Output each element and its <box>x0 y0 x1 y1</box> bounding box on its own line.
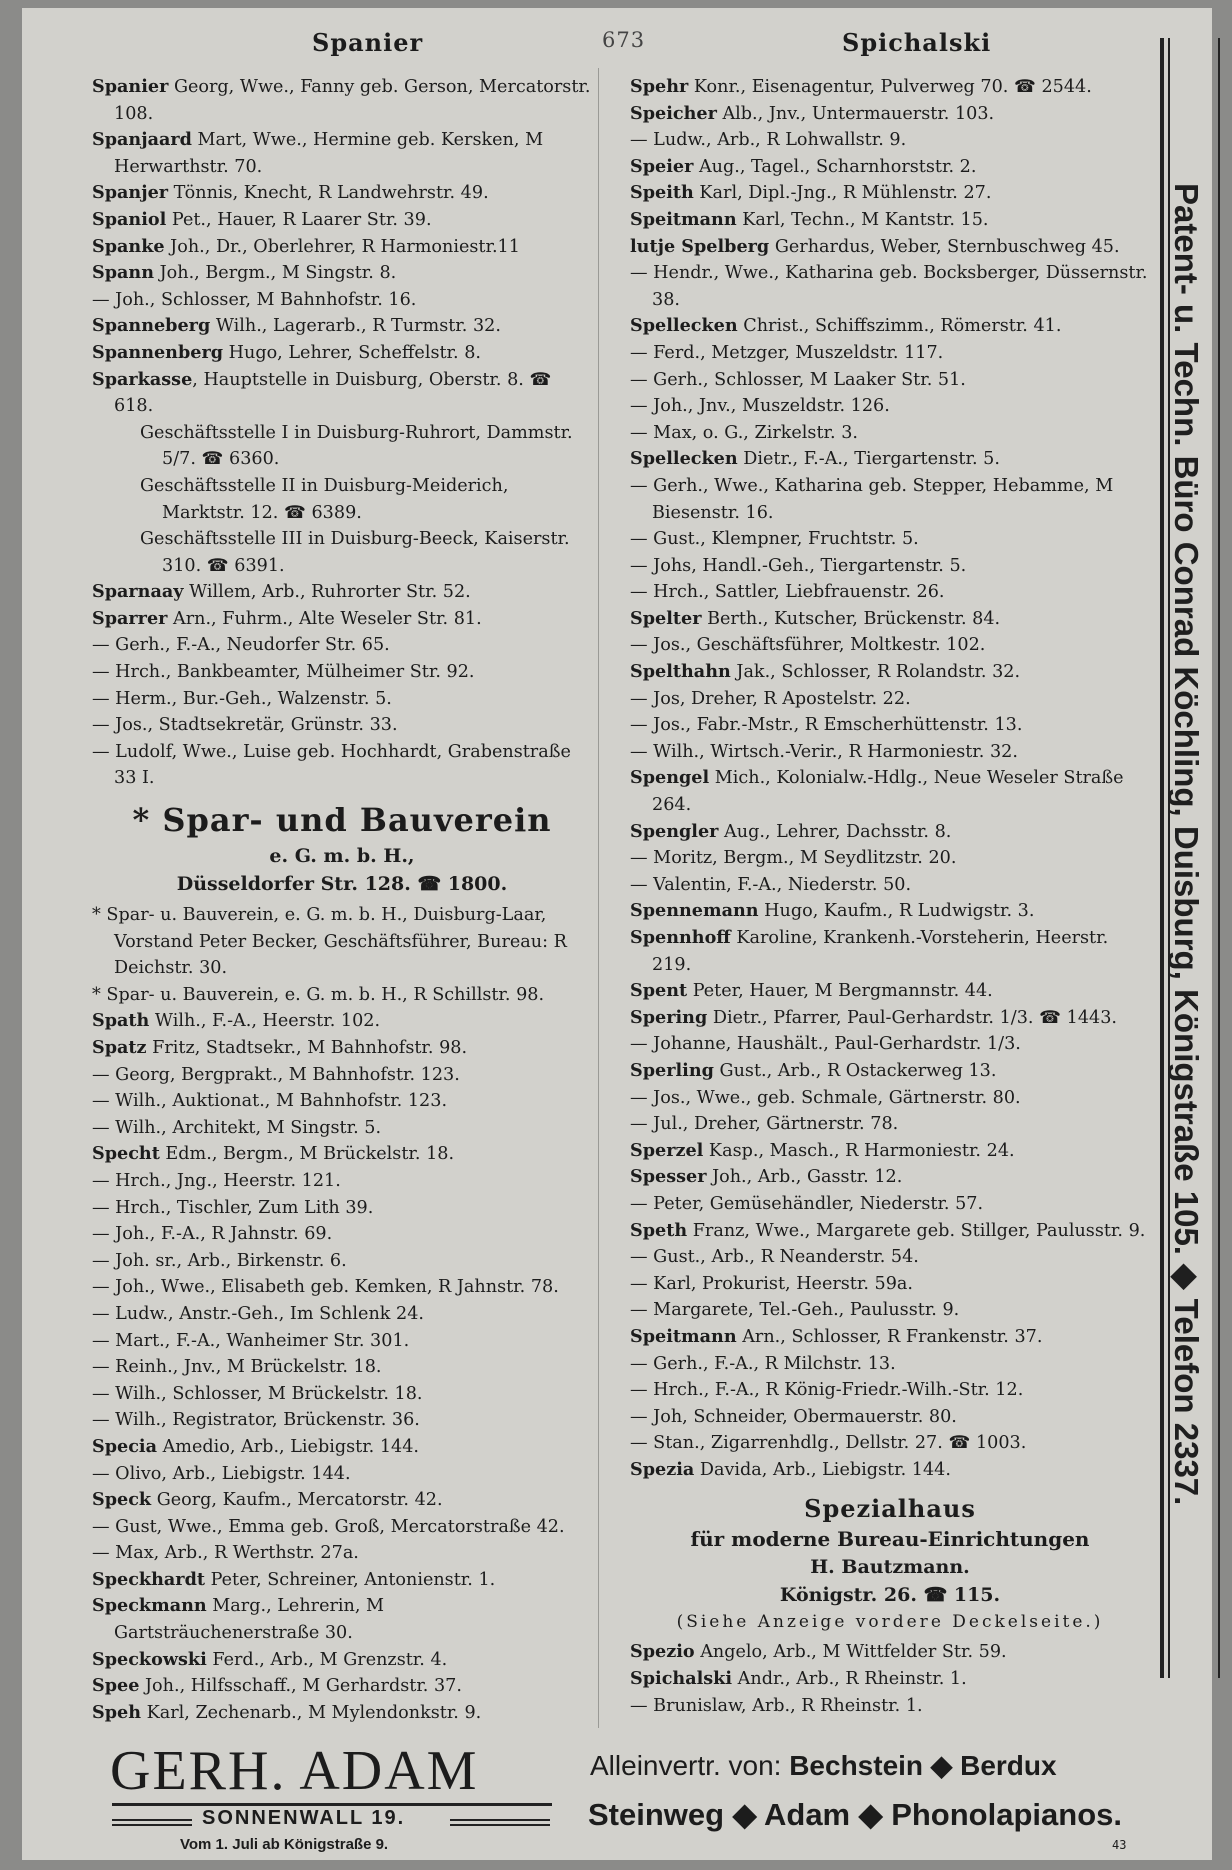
directory-entry <box>630 234 1150 261</box>
entry-details: — Joh., Wwe., Elisabeth geb. Kemken, R Jahnstr. 78. <box>92 1277 559 1298</box>
directory-entry <box>630 606 1150 633</box>
entry-details: — Joh., F.-A., R Jahnstr. 69. <box>92 1224 333 1245</box>
directory-entry <box>92 982 592 1009</box>
directory-entry <box>92 127 592 180</box>
directory-entry <box>630 898 1150 925</box>
directory-entry <box>630 553 1150 580</box>
directory-entry <box>630 632 1150 659</box>
entry-surname: Speitmann <box>630 1325 737 1347</box>
entry-surname: Speck <box>92 1489 152 1511</box>
entry-surname: Spanjer <box>92 182 169 204</box>
directory-entry <box>630 1693 1150 1720</box>
directory-entry <box>92 207 592 234</box>
entry-details: — Gerh., F.-A., R Milchstr. 13. <box>630 1353 896 1374</box>
entry-details: Karl, Dipl.-Jng., R Mühlenstr. 27. <box>693 183 992 204</box>
entry-details: * Spar- u. Bauverein, e. G. m. b. H., R Schillstr. 98. <box>92 984 545 1005</box>
left-entries-2 <box>92 902 592 1726</box>
directory-entry <box>630 845 1150 872</box>
entry-surname: Spatz <box>92 1037 147 1058</box>
directory-entry <box>92 1381 592 1408</box>
footer-number: 43 <box>1112 1838 1127 1852</box>
entry-surname: Spee <box>92 1675 140 1697</box>
directory-entry <box>630 74 1150 101</box>
directory-entry <box>630 1085 1150 1112</box>
entry-details: — Hrch., Sattler, Liebfrauenstr. 26. <box>630 582 945 603</box>
directory-entry <box>92 1567 592 1594</box>
adam-agency-prefix: Alleinvertr. von: <box>590 1750 790 1781</box>
entry-details: — Joh, Schneider, Obermauerstr. 80. <box>630 1406 957 1427</box>
directory-entry <box>92 1593 592 1646</box>
entry-details: — Jos., Geschäftsführer, Moltkestr. 102. <box>630 635 986 656</box>
directory-entry <box>92 659 592 686</box>
entry-details: — Max, o. G., Zirkelstr. 3. <box>630 422 858 443</box>
directory-entry <box>630 1404 1150 1431</box>
entry-details: * Spar- u. Bauverein, e. G. m. b. H., Duisburg-Laar, Vorstand Peter Becker, Geschäftsführer, Bureau: R Deichstr. 30. <box>92 905 567 979</box>
entry-surname: Speicher <box>630 102 717 124</box>
spezial-line4: Königstr. 26. ☎ 115. <box>779 1584 1001 1607</box>
entry-surname: Sparkasse <box>92 368 193 390</box>
directory-entry <box>630 712 1150 739</box>
entry-details: — Gerh., Wwe., Katharina geb. Stepper, Hebamme, M Biesenstr. 16. <box>630 475 1114 523</box>
adam-address: SONNENWALL 19. <box>202 1807 406 1829</box>
entry-details: Georg, Wwe., Fanny geb. Gerson, Mercatorstr. 108. <box>114 77 591 124</box>
spezial-line3: H. Bautzmann. <box>810 1556 970 1579</box>
directory-entry <box>92 579 592 606</box>
directory-entry <box>92 1407 592 1434</box>
entry-details: Mich., Kolonialw.-Hdlg., Neue Weseler Straße 264. <box>652 768 1124 816</box>
sidebar-ad <box>1154 38 1224 1678</box>
spar-line1: e. G. m. b. H., <box>269 845 415 868</box>
spezial-line2: für moderne Bureau-Einrichtungen <box>690 1527 1090 1552</box>
entry-details: — Gust, Wwe., Emma geb. Groß, Mercatorstraße 42. <box>92 1516 565 1537</box>
directory-entry <box>630 739 1150 766</box>
spar-line2: Düsseldorfer Str. 128. ☎ 1800. <box>176 873 508 896</box>
entry-surname: Spanneberg <box>92 315 211 337</box>
entry-details: Ferd., Arb., M Grenzstr. 4. <box>206 1649 448 1670</box>
directory-entry <box>630 1297 1150 1324</box>
header-right: Spichalski <box>842 28 992 57</box>
entry-surname: Spaniol <box>92 208 167 230</box>
directory-entry <box>92 632 592 659</box>
directory-entry <box>630 207 1150 234</box>
entry-details: — Jos, Dreher, R Apostelstr. 22. <box>630 688 911 709</box>
entry-surname: Spezio <box>630 1641 695 1663</box>
directory-entry <box>92 902 592 982</box>
directory-entry <box>630 446 1150 473</box>
entry-details: — Joh., Jnv., Muszeldstr. 126. <box>630 396 890 417</box>
directory-entry <box>630 1005 1150 1032</box>
entry-details: Joh., Hilfsschaff., M Gerhardstr. 37. <box>139 1676 462 1697</box>
entry-details: Andr., Arb., R Rheinstr. 1. <box>732 1669 967 1690</box>
entry-surname: Spannenberg <box>92 341 224 363</box>
entry-details: Arn., Schlosser, R Frankenstr. 37. <box>736 1326 1043 1347</box>
directory-entry <box>92 313 592 340</box>
entry-details: — Wilh., Auktionat., M Bahnhofstr. 123. <box>92 1091 448 1112</box>
directory-entry <box>92 260 592 287</box>
entry-surname: Sparnaay <box>92 581 184 603</box>
directory-entry <box>630 393 1150 420</box>
directory-entry <box>92 1008 592 1035</box>
directory-entry <box>630 526 1150 553</box>
entry-details: Tönnis, Knecht, R Landwehrstr. 49. <box>168 183 489 204</box>
directory-entry <box>92 1700 592 1727</box>
entry-details: Edm., Bergm., M Brückelstr. 18. <box>159 1144 455 1165</box>
entry-surname: Spanke <box>92 235 165 257</box>
directory-entry <box>92 74 592 127</box>
entry-details: — Hrch., Bankbeamter, Mülheimer Str. 92. <box>92 662 475 683</box>
directory-entry <box>630 367 1150 394</box>
sidebar-rule <box>1218 38 1220 1678</box>
directory-entry <box>630 1324 1150 1351</box>
entry-surname: Spichalski <box>630 1668 733 1690</box>
spezial-line5: (Siehe Anzeige vordere Deckelseite.) <box>676 1612 1104 1633</box>
entry-details: Peter, Hauer, M Bergmannstr. 44. <box>687 981 993 1002</box>
directory-entry <box>630 127 1150 154</box>
directory-entry <box>92 526 592 579</box>
entry-surname: Sparrer <box>92 607 168 629</box>
entry-details: Peter, Schreiner, Antonienstr. 1. <box>205 1569 496 1590</box>
directory-entry <box>630 260 1150 313</box>
entry-details: — Hrch., Tischler, Zum Lith 39. <box>92 1197 374 1218</box>
directory-entry <box>630 659 1150 686</box>
directory-entry <box>630 925 1150 978</box>
entry-details: — Georg, Bergprakt., M Bahnhofstr. 123. <box>92 1064 460 1085</box>
entry-details: — Moritz, Bergm., M Seydlitzstr. 20. <box>630 848 957 869</box>
entry-details: Karl, Zechenarb., M Mylendonkstr. 9. <box>141 1702 482 1723</box>
entry-details: Dietr., Pfarrer, Paul-Gerhardstr. 1/3. ☎ 1443. <box>707 1007 1117 1028</box>
directory-entry <box>630 180 1150 207</box>
entry-details: — Brunislaw, Arb., R Rheinstr. 1. <box>630 1695 923 1716</box>
entry-details: Geschäftsstelle II in Duisburg-Meiderich, Marktstr. 12. ☎ 6389. <box>140 475 509 523</box>
directory-entry <box>92 1062 592 1089</box>
column-divider <box>598 68 599 1728</box>
entry-surname: Spellecken <box>630 448 738 470</box>
entry-details: — Johanne, Haushält., Paul-Gerhardstr. 1/3. <box>630 1034 1021 1055</box>
entry-details: Alb., Jnv., Untermauerstr. 103. <box>716 103 995 124</box>
entry-details: Georg, Kaufm., Mercatorstr. 42. <box>151 1490 443 1511</box>
directory-entry <box>630 1244 1150 1271</box>
entry-details: — Wilh., Architekt, M Singstr. 5. <box>92 1117 382 1138</box>
entry-details: Konr., Eisenagentur, Pulverweg 70. ☎ 2544. <box>688 77 1092 97</box>
entry-surname: Spengler <box>630 820 719 842</box>
entry-details: Angelo, Arb., M Wittfelder Str. 59. <box>694 1642 1007 1663</box>
left-entries-1 <box>92 74 592 792</box>
entry-details: Jak., Schlosser, R Rolandstr. 32. <box>730 662 1021 683</box>
adam-rule <box>112 1803 552 1806</box>
entry-details: — Gerh., F.-A., Neudorfer Str. 65. <box>92 635 390 656</box>
entry-details: — Ludolf, Wwe., Luise geb. Hochhardt, Grabenstraße 33 I. <box>92 741 571 789</box>
entry-surname: Speckowski <box>92 1648 207 1670</box>
directory-entry <box>92 1088 592 1115</box>
directory-entry <box>92 1514 592 1541</box>
entry-details: Marg., Lehrerin, M Gartsträuchenerstraße 30. <box>114 1596 385 1644</box>
entry-details: — Joh., Schlosser, M Bahnhofstr. 16. <box>92 289 417 310</box>
entry-details: — Gust., Klempner, Fruchtstr. 5. <box>630 529 919 550</box>
directory-entry <box>92 686 592 713</box>
entry-details: Karoline, Krankenh.-Vorsteherin, Heerstr. 219. <box>652 928 1109 975</box>
directory-entry <box>92 1141 592 1168</box>
right-entries-2 <box>630 1639 1150 1719</box>
directory-entry <box>630 1031 1150 1058</box>
page-number: 673 <box>602 28 646 52</box>
entry-surname: Spering <box>630 1006 708 1028</box>
entry-details: — Hrch., Jng., Heerstr. 121. <box>92 1170 341 1191</box>
entry-surname: Speith <box>630 182 694 204</box>
directory-entry <box>92 606 592 633</box>
directory-entry <box>630 1430 1150 1457</box>
entry-details: Karl, Techn., M Kantstr. 15. <box>736 209 989 230</box>
entry-details: — Valentin, F.-A., Niederstr. 50. <box>630 874 912 895</box>
entry-details: Wilh., F.-A., Heerstr. 102. <box>149 1011 381 1032</box>
entry-details: Gerhardus, Weber, Sternbuschweg 45. <box>769 236 1120 257</box>
entry-surname: Spehr <box>630 76 689 97</box>
entry-surname: Specht <box>92 1143 160 1165</box>
entry-details: Hugo, Kaufm., R Ludwigstr. 3. <box>758 901 1035 922</box>
directory-entry <box>92 340 592 367</box>
entry-surname: Spennemann <box>630 900 759 922</box>
directory-entry <box>630 340 1150 367</box>
directory-entry <box>630 154 1150 181</box>
entry-details: Mart, Wwe., Hermine geb. Kersken, M Herwarthstr. 70. <box>114 130 544 177</box>
adam-name: GERH. ADAM <box>110 1740 479 1802</box>
entry-details: — Jos., Stadtsekretär, Grünstr. 33. <box>92 715 398 736</box>
directory-entry <box>630 1164 1150 1191</box>
spar-und-bauverein-block <box>92 798 592 898</box>
entry-surname: Sperzel <box>630 1139 704 1161</box>
directory-entry <box>92 234 592 261</box>
entry-details: Joh., Arb., Gasstr. 12. <box>706 1167 903 1188</box>
directory-entry <box>630 1218 1150 1245</box>
entry-surname: Specia <box>92 1435 157 1457</box>
entry-details: Berth., Kutscher, Brückenstr. 84. <box>701 608 1001 629</box>
entry-details: — Gerh., Schlosser, M Laaker Str. 51. <box>630 369 966 390</box>
directory-entry <box>630 1377 1150 1404</box>
entry-details: Dietr., F.-A., Tiergartenstr. 5. <box>737 449 1000 470</box>
directory-entry <box>92 1540 592 1567</box>
sidebar-rule <box>1160 38 1164 1678</box>
adam-dash-left <box>112 1819 192 1826</box>
directory-entry <box>92 739 592 792</box>
entry-details: — Wilh., Registrator, Brückenstr. 36. <box>92 1410 420 1431</box>
header-left: Spanier <box>312 28 424 57</box>
directory-entry <box>92 1248 592 1275</box>
entry-surname: Spellecken <box>630 315 738 337</box>
right-entries-1 <box>630 74 1150 1483</box>
directory-entry <box>92 1301 592 1328</box>
directory-entry <box>630 420 1150 447</box>
directory-entry <box>92 1168 592 1195</box>
entry-details: Fritz, Stadtsekr., M Bahnhofstr. 98. <box>146 1038 468 1058</box>
entry-surname: Spesser <box>630 1166 707 1188</box>
adam-dash-right <box>450 1819 550 1826</box>
directory-entry <box>630 819 1150 846</box>
entry-details: — Wilh., Wirtsch.-Verir., R Harmoniestr. 32. <box>630 741 1018 762</box>
entry-surname: Spann <box>92 262 154 284</box>
spar-title: * Spar- und Bauverein <box>132 801 552 840</box>
directory-entry <box>92 1487 592 1514</box>
directory-entry <box>92 712 592 739</box>
directory-entry <box>630 1457 1150 1484</box>
entry-details: — Karl, Prokurist, Heerstr. 59a. <box>630 1273 914 1294</box>
entry-details: Christ., Schiffszimm., Römerstr. 41. <box>737 316 1062 337</box>
directory-entry <box>630 101 1150 128</box>
entry-details: Willem, Arb., Ruhrorter Str. 52. <box>183 582 471 603</box>
directory-entry <box>630 1351 1150 1378</box>
entry-details: Franz, Wwe., Margarete geb. Stillger, Paulusstr. 9. <box>687 1220 1146 1241</box>
adam-note: Vom 1. Juli ab Königstraße 9. <box>180 1836 389 1853</box>
directory-entry <box>630 872 1150 899</box>
entry-details: — Ferd., Metzger, Muszeldstr. 117. <box>630 342 944 363</box>
entry-details: — Jos., Fabr.-Mstr., R Emscherhüttenstr. 13. <box>630 715 1023 736</box>
entry-details: — Herm., Bur.-Geh., Walzenstr. 5. <box>92 688 392 709</box>
entry-surname: Spanier <box>92 76 169 97</box>
entry-details: Geschäftsstelle III in Duisburg-Beeck, Kaiserstr. 310. ☎ 6391. <box>140 529 570 576</box>
entry-surname: Spent <box>630 980 688 1002</box>
entry-details: — Jos., Wwe., geb. Schmale, Gärtnerstr. 80. <box>630 1087 1021 1108</box>
directory-entry <box>630 1058 1150 1085</box>
entry-surname: Spezia <box>630 1458 695 1480</box>
directory-entry <box>92 1354 592 1381</box>
directory-entry <box>92 287 592 314</box>
directory-entry <box>92 1328 592 1355</box>
entry-surname: Sperling <box>630 1059 714 1081</box>
directory-entry <box>630 765 1150 818</box>
entry-details: Wilh., Lagerarb., R Turmstr. 32. <box>210 316 501 337</box>
entry-details: — Mart., F.-A., Wanheimer Str. 301. <box>92 1330 410 1351</box>
entry-details: — Margarete, Tel.-Geh., Paulusstr. 9. <box>630 1300 960 1321</box>
entry-surname: Spengel <box>630 767 710 789</box>
directory-entry <box>630 473 1150 526</box>
directory-entry <box>630 1138 1150 1165</box>
directory-entry <box>630 579 1150 606</box>
entry-details: — Reinh., Jnv., M Brückelstr. 18. <box>92 1357 382 1378</box>
entry-surname: Speier <box>630 155 694 177</box>
directory-entry <box>92 1035 592 1062</box>
entry-details: Arn., Fuhrm., Alte Weseler Str. 81. <box>167 608 482 629</box>
left-column <box>92 74 592 1726</box>
entry-details: Davida, Arb., Liebigstr. 144. <box>694 1459 951 1480</box>
directory-entry <box>630 313 1150 340</box>
spezialhaus-block <box>630 1493 1150 1635</box>
entry-details: Kasp., Masch., R Harmoniestr. 24. <box>703 1140 1015 1161</box>
entry-details: , Hauptstelle in Duisburg, Oberstr. 8. ☎ 618. <box>114 369 552 417</box>
entry-details: Pet., Hauer, R Laarer Str. 39. <box>166 209 432 230</box>
right-column <box>630 74 1150 1719</box>
directory-entry <box>630 1639 1150 1666</box>
entry-surname: Speh <box>92 1701 141 1723</box>
directory-entry <box>92 1647 592 1674</box>
entry-details: Amedio, Arb., Liebigstr. 144. <box>157 1436 420 1457</box>
directory-entry <box>92 473 592 526</box>
directory-entry <box>92 1434 592 1461</box>
entry-details: Joh., Bergm., M Singstr. 8. <box>154 263 397 284</box>
directory-entry <box>630 686 1150 713</box>
directory-entry <box>92 367 592 420</box>
entry-details: Gust., Arb., R Ostackerweg 13. <box>713 1060 997 1081</box>
entry-details: — Olivo, Arb., Liebigstr. 144. <box>92 1463 351 1484</box>
entry-surname: Spelthahn <box>630 661 731 683</box>
directory-entry <box>92 1221 592 1248</box>
entry-surname: Spanjaard <box>92 129 192 151</box>
directory-entry <box>630 1666 1150 1693</box>
spezial-line1: Spezialhaus <box>804 1494 976 1524</box>
entry-details: — Gust., Arb., R Neanderstr. 54. <box>630 1247 919 1268</box>
entry-surname: lutje Spelberg <box>630 235 770 257</box>
sidebar-ad-text: Patent- u. Techn. Büro Conrad Köchling, Duisburg, Königstraße 105. ◆ Telefon 2337. <box>1168 183 1205 1506</box>
directory-entry <box>92 1195 592 1222</box>
directory-entry <box>630 1271 1150 1298</box>
adam-pianos: Steinweg ◆ Adam ◆ Phonolapianos. <box>588 1797 1122 1832</box>
directory-page <box>22 8 1212 1860</box>
adam-sole-agency <box>590 1749 1057 1782</box>
entry-surname: Spelter <box>630 607 702 629</box>
entry-details: — Jul., Dreher, Gärtnerstr. 78. <box>630 1114 899 1135</box>
entry-details: — Stan., Zigarrenhdlg., Dellstr. 27. ☎ 1003. <box>630 1433 1027 1454</box>
entry-details: Aug., Lehrer, Dachsstr. 8. <box>718 821 952 842</box>
entry-details: — Peter, Gemüsehändler, Niederstr. 57. <box>630 1193 984 1214</box>
entry-details: — Hrch., F.-A., R König-Friedr.-Wilh.-Str. 12. <box>630 1380 1024 1401</box>
directory-entry <box>92 420 592 473</box>
entry-surname: Spath <box>92 1010 150 1032</box>
entry-details: Hugo, Lehrer, Scheffelstr. 8. <box>223 342 481 363</box>
entry-details: — Ludw., Arb., R Lohwallstr. 9. <box>630 130 907 151</box>
entry-surname: Spennhoff <box>630 927 731 948</box>
directory-entry <box>92 1461 592 1488</box>
directory-entry <box>92 1274 592 1301</box>
directory-entry <box>92 180 592 207</box>
directory-entry <box>630 978 1150 1005</box>
entry-details: Aug., Tagel., Scharnhorststr. 2. <box>693 156 977 177</box>
directory-entry <box>630 1191 1150 1218</box>
entry-details: — Ludw., Anstr.-Geh., Im Schlenk 24. <box>92 1303 425 1324</box>
directory-entry <box>92 1115 592 1142</box>
directory-entry <box>92 1673 592 1700</box>
adam-agency-brands: Bechstein ◆ Berdux <box>789 1750 1057 1781</box>
entry-details: — Max, Arb., R Werthstr. 27a. <box>92 1543 359 1564</box>
entry-surname: Speth <box>630 1219 688 1241</box>
entry-details: Joh., Dr., Oberlehrer, R Harmoniestr.11 <box>164 236 520 257</box>
entry-surname: Speckhardt <box>92 1568 205 1590</box>
entry-details: — Johs, Handl.-Geh., Tiergartenstr. 5. <box>630 555 967 576</box>
entry-details: — Hendr., Wwe., Katharina geb. Bocksberger, Düssernstr. 38. <box>630 263 1148 310</box>
entry-surname: Speckmann <box>92 1595 207 1617</box>
directory-entry <box>630 1111 1150 1138</box>
entry-surname: Speitmann <box>630 208 737 230</box>
entry-details: — Joh. sr., Arb., Birkenstr. 6. <box>92 1250 347 1271</box>
entry-details: — Wilh., Schlosser, M Brückelstr. 18. <box>92 1383 423 1404</box>
entry-details: Geschäftsstelle I in Duisburg-Ruhrort, Dammstr. 5/7. ☎ 6360. <box>140 422 573 470</box>
